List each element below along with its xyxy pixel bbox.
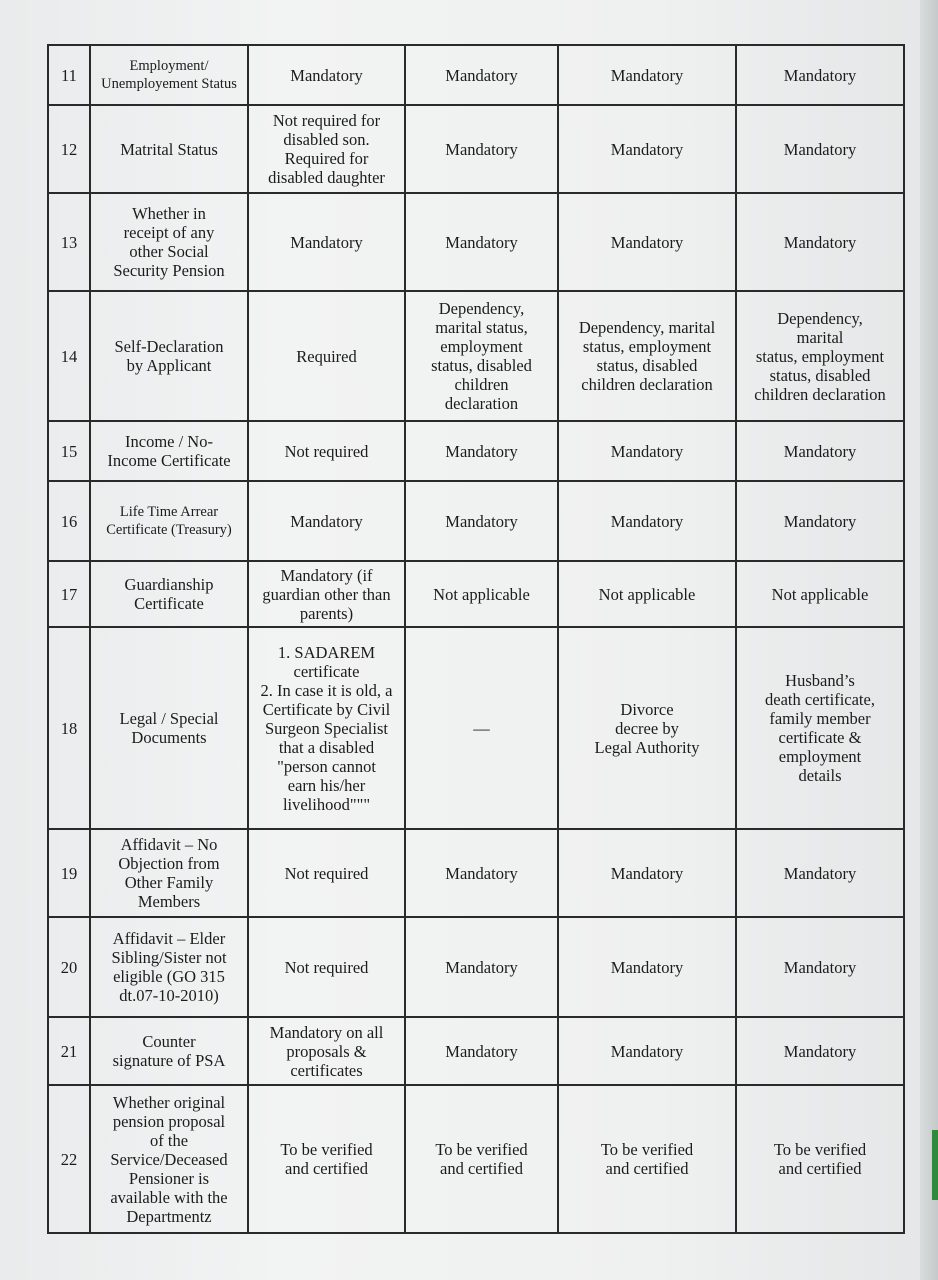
cell-col4: Mandatory	[736, 481, 904, 561]
cell-col2: Mandatory	[405, 45, 558, 105]
cell-col1: Not required	[248, 421, 405, 481]
cell-col4: Mandatory	[736, 421, 904, 481]
cell-col1: Mandatory on all proposals & certificates	[248, 1017, 405, 1085]
cell-col2: Dependency, marital status, employment status, disabled children declaration	[405, 291, 558, 421]
cover-edge	[932, 1130, 938, 1200]
cell-col4: Mandatory	[736, 917, 904, 1017]
parameter-cell: Legal / Special Documents	[90, 627, 248, 829]
cell-col4: Mandatory	[736, 193, 904, 291]
cell-col4: Mandatory	[736, 45, 904, 105]
parameter-cell: Whether original pension proposal of the Service/Deceased Pensioner is available with the Departmentz	[90, 1085, 248, 1233]
cell-col2: Mandatory	[405, 421, 558, 481]
cell-col3: Mandatory	[558, 45, 736, 105]
cell-col3: Mandatory	[558, 1017, 736, 1085]
cell-col1: Mandatory	[248, 193, 405, 291]
cell-col3: Mandatory	[558, 105, 736, 193]
table-row	[48, 45, 904, 105]
cell-col2: Mandatory	[405, 1017, 558, 1085]
table-row	[48, 291, 904, 421]
row-number: 13	[48, 193, 90, 291]
table-row	[48, 627, 904, 829]
cell-col4: Mandatory	[736, 829, 904, 917]
row-number: 20	[48, 917, 90, 1017]
cell-col3: Mandatory	[558, 829, 736, 917]
cell-col1: To be verified and certified	[248, 1085, 405, 1233]
table-row	[48, 105, 904, 193]
table-row	[48, 829, 904, 917]
cell-col3: Mandatory	[558, 421, 736, 481]
cell-col1: Required	[248, 291, 405, 421]
cell-col4: Dependency, marital status, employment status, disabled children declaration	[736, 291, 904, 421]
row-number: 16	[48, 481, 90, 561]
cell-col3: Not applicable	[558, 561, 736, 627]
parameter-cell: Affidavit – Elder Sibling/Sister not eligible (GO 315 dt.07-10-2010)	[90, 917, 248, 1017]
page-edge	[920, 0, 938, 1280]
row-number: 12	[48, 105, 90, 193]
row-number: 18	[48, 627, 90, 829]
cell-col1: Mandatory	[248, 45, 405, 105]
table-row	[48, 917, 904, 1017]
cell-col3: Divorce decree by Legal Authority	[558, 627, 736, 829]
cell-col2: Mandatory	[405, 105, 558, 193]
parameter-cell: Guardianship Certificate	[90, 561, 248, 627]
parameter-cell: Affidavit – No Objection from Other Family Members	[90, 829, 248, 917]
cell-col3: Mandatory	[558, 193, 736, 291]
table-row	[48, 481, 904, 561]
parameter-cell: Counter signature of PSA	[90, 1017, 248, 1085]
cell-col1: Mandatory (if guardian other than parents)	[248, 561, 405, 627]
cell-col1: Not required	[248, 829, 405, 917]
cell-col2: —	[405, 627, 558, 829]
table-row	[48, 1085, 904, 1233]
parameter-cell: Income / No- Income Certificate	[90, 421, 248, 481]
parameter-cell: Whether in receipt of any other Social Security Pension	[90, 193, 248, 291]
cell-col1: Mandatory	[248, 481, 405, 561]
cell-col3: Mandatory	[558, 917, 736, 1017]
cell-col1: Not required	[248, 917, 405, 1017]
cell-col2: To be verified and certified	[405, 1085, 558, 1233]
parameter-cell: Self-Declaration by Applicant	[90, 291, 248, 421]
cell-col4: Mandatory	[736, 1017, 904, 1085]
cell-col3: To be verified and certified	[558, 1085, 736, 1233]
cell-col2: Mandatory	[405, 481, 558, 561]
cell-col3: Mandatory	[558, 481, 736, 561]
row-number: 15	[48, 421, 90, 481]
cell-col1: Not required for disabled son. Required for disabled daughter	[248, 105, 405, 193]
cell-col1: 1. SADAREM certificate 2. In case it is old, a Certificate by Civil Surgeon Specialist that a disabled "person cannot earn his/her livelihood"""	[248, 627, 405, 829]
parameter-cell: Life Time Arrear Certificate (Treasury)	[90, 481, 248, 561]
parameter-cell: Matrital Status	[90, 105, 248, 193]
row-number: 19	[48, 829, 90, 917]
cell-col2: Not applicable	[405, 561, 558, 627]
row-number: 22	[48, 1085, 90, 1233]
table-row	[48, 1017, 904, 1085]
cell-col2: Mandatory	[405, 193, 558, 291]
requirements-table	[47, 44, 905, 1234]
row-number: 14	[48, 291, 90, 421]
row-number: 11	[48, 45, 90, 105]
cell-col4: Husband’s death certificate, family member certificate & employment details	[736, 627, 904, 829]
cell-col3: Dependency, marital status, employment status, disabled children declaration	[558, 291, 736, 421]
cell-col4: Not applicable	[736, 561, 904, 627]
cell-col2: Mandatory	[405, 829, 558, 917]
table-row	[48, 561, 904, 627]
cell-col4: Mandatory	[736, 105, 904, 193]
row-number: 21	[48, 1017, 90, 1085]
table-row	[48, 193, 904, 291]
parameter-cell: Employment/ Unemployement Status	[90, 45, 248, 105]
cell-col2: Mandatory	[405, 917, 558, 1017]
cell-col4: To be verified and certified	[736, 1085, 904, 1233]
row-number: 17	[48, 561, 90, 627]
table-row	[48, 421, 904, 481]
